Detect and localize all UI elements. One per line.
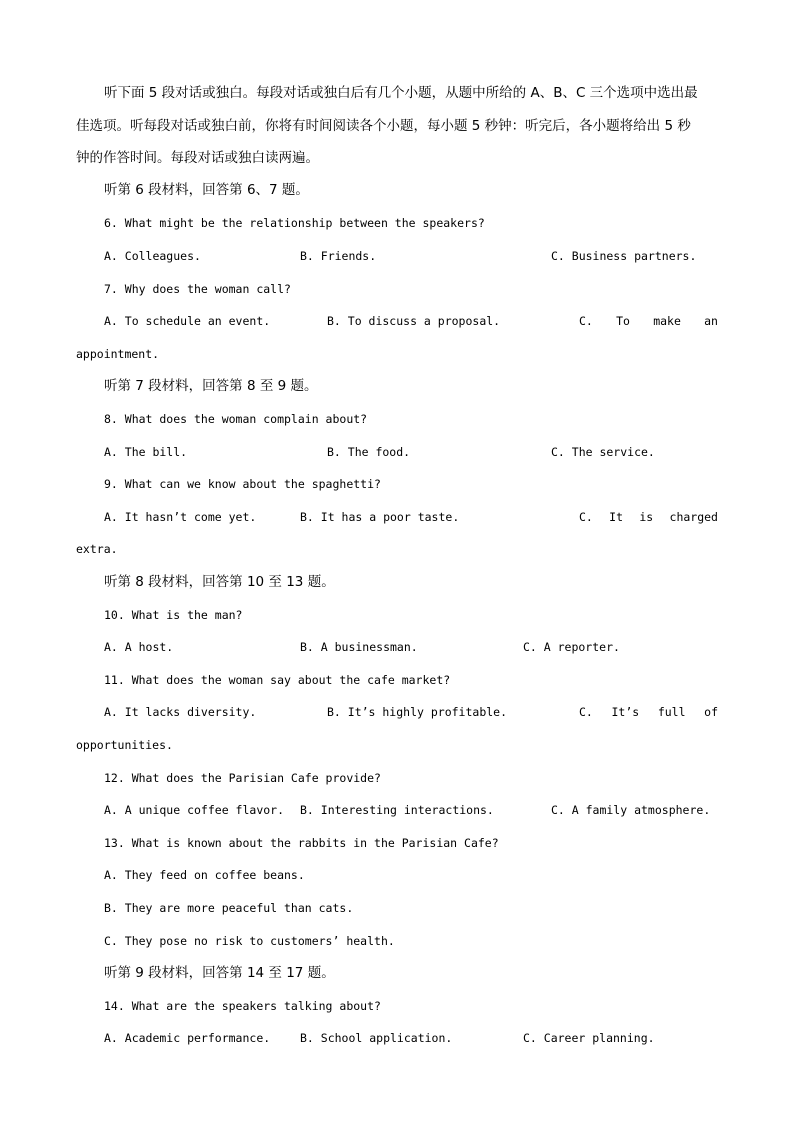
question-stem: 7. Why does the woman call? — [104, 282, 291, 296]
option-a: A. Academic performance. — [104, 1031, 271, 1045]
option-c: C. Business partners. — [551, 249, 697, 263]
question-stem: 8. What does the woman complain about? — [104, 412, 368, 426]
option-a: A. The bill. — [104, 445, 188, 459]
option-a: A. A unique coffee flavor. — [104, 803, 285, 817]
question-stem: 11. What does the woman say about the cafe market? — [104, 673, 451, 687]
question-stem: 9. What can we know about the spaghetti? — [104, 477, 381, 491]
option-b: B. They are more peaceful than cats. — [104, 901, 354, 915]
option-b: B. Interesting interactions. — [300, 803, 494, 817]
option-c — [579, 509, 718, 525]
section-header: 听第 9 段材料，回答第 14 至 17 题。 — [104, 965, 335, 981]
option-c-word: C. — [579, 705, 593, 719]
option-c — [579, 313, 718, 329]
option-c-word: charged — [669, 510, 718, 524]
question-stem: 14. What are the speakers talking about? — [104, 999, 381, 1013]
option-c-continuation: appointment. — [76, 347, 160, 361]
option-c-word: is — [639, 510, 654, 524]
option-c: C. They pose no risk to customers’ health. — [104, 934, 395, 948]
option-a: A. Colleagues. — [104, 249, 201, 263]
option-a: A. A host. — [104, 640, 174, 654]
option-c-continuation: opportunities. — [76, 738, 173, 752]
section-header: 听第 7 段材料，回答第 8 至 9 题。 — [104, 378, 318, 394]
instructions-line-1: 听下面 5 段对话或独白。每段对话或独白后有几个小题，从题中所给的 A、B、C 三个选项中选出最 — [104, 85, 698, 101]
question-stem: 13. What is known about the rabbits in the Parisian Cafe? — [104, 836, 499, 850]
option-c-word: It’s — [611, 705, 640, 719]
section-header: 听第 8 段材料，回答第 10 至 13 题。 — [104, 574, 335, 590]
option-b: B. It has a poor taste. — [300, 510, 460, 524]
option-a: A. They feed on coffee beans. — [104, 868, 305, 882]
option-b: B. School application. — [300, 1031, 453, 1045]
option-c-word: of — [704, 705, 718, 719]
option-c-word: an — [704, 314, 718, 328]
option-c-word: C. — [579, 510, 593, 524]
option-a: A. It hasn’t come yet. — [104, 510, 257, 524]
option-c-continuation: extra. — [76, 542, 118, 556]
instructions-line-2: 佳选项。听每段对话或独白前，你将有时间阅读各个小题，每小题 5 秒钟：听完后，各小题将给出 5 秒 — [76, 118, 691, 134]
section-header: 听第 6 段材料，回答第 6、7 题。 — [104, 182, 309, 198]
option-c-word: To — [616, 314, 630, 328]
option-c-word: It — [609, 510, 624, 524]
instructions-line-3: 钟的作答时间。每段对话或独白读两遍。 — [76, 150, 319, 166]
option-c-word: C. — [579, 314, 593, 328]
option-b: B. It’s highly profitable. — [327, 705, 508, 719]
option-c: C. A reporter. — [523, 640, 620, 654]
question-stem: 10. What is the man? — [104, 608, 243, 622]
option-b: B. A businessman. — [300, 640, 418, 654]
option-b: B. Friends. — [300, 249, 377, 263]
option-a: A. It lacks diversity. — [104, 705, 257, 719]
option-c: C. A family atmosphere. — [551, 803, 711, 817]
question-stem: 12. What does the Parisian Cafe provide? — [104, 771, 381, 785]
option-c — [579, 704, 718, 720]
option-b: B. To discuss a proposal. — [327, 314, 501, 328]
option-a: A. To schedule an event. — [104, 314, 271, 328]
option-c-word: full — [657, 705, 686, 719]
option-c-word: make — [653, 314, 681, 328]
question-stem: 6. What might be the relationship between the speakers? — [104, 216, 485, 230]
option-c: C. The service. — [551, 445, 655, 459]
option-c: C. Career planning. — [523, 1031, 655, 1045]
option-b: B. The food. — [327, 445, 411, 459]
